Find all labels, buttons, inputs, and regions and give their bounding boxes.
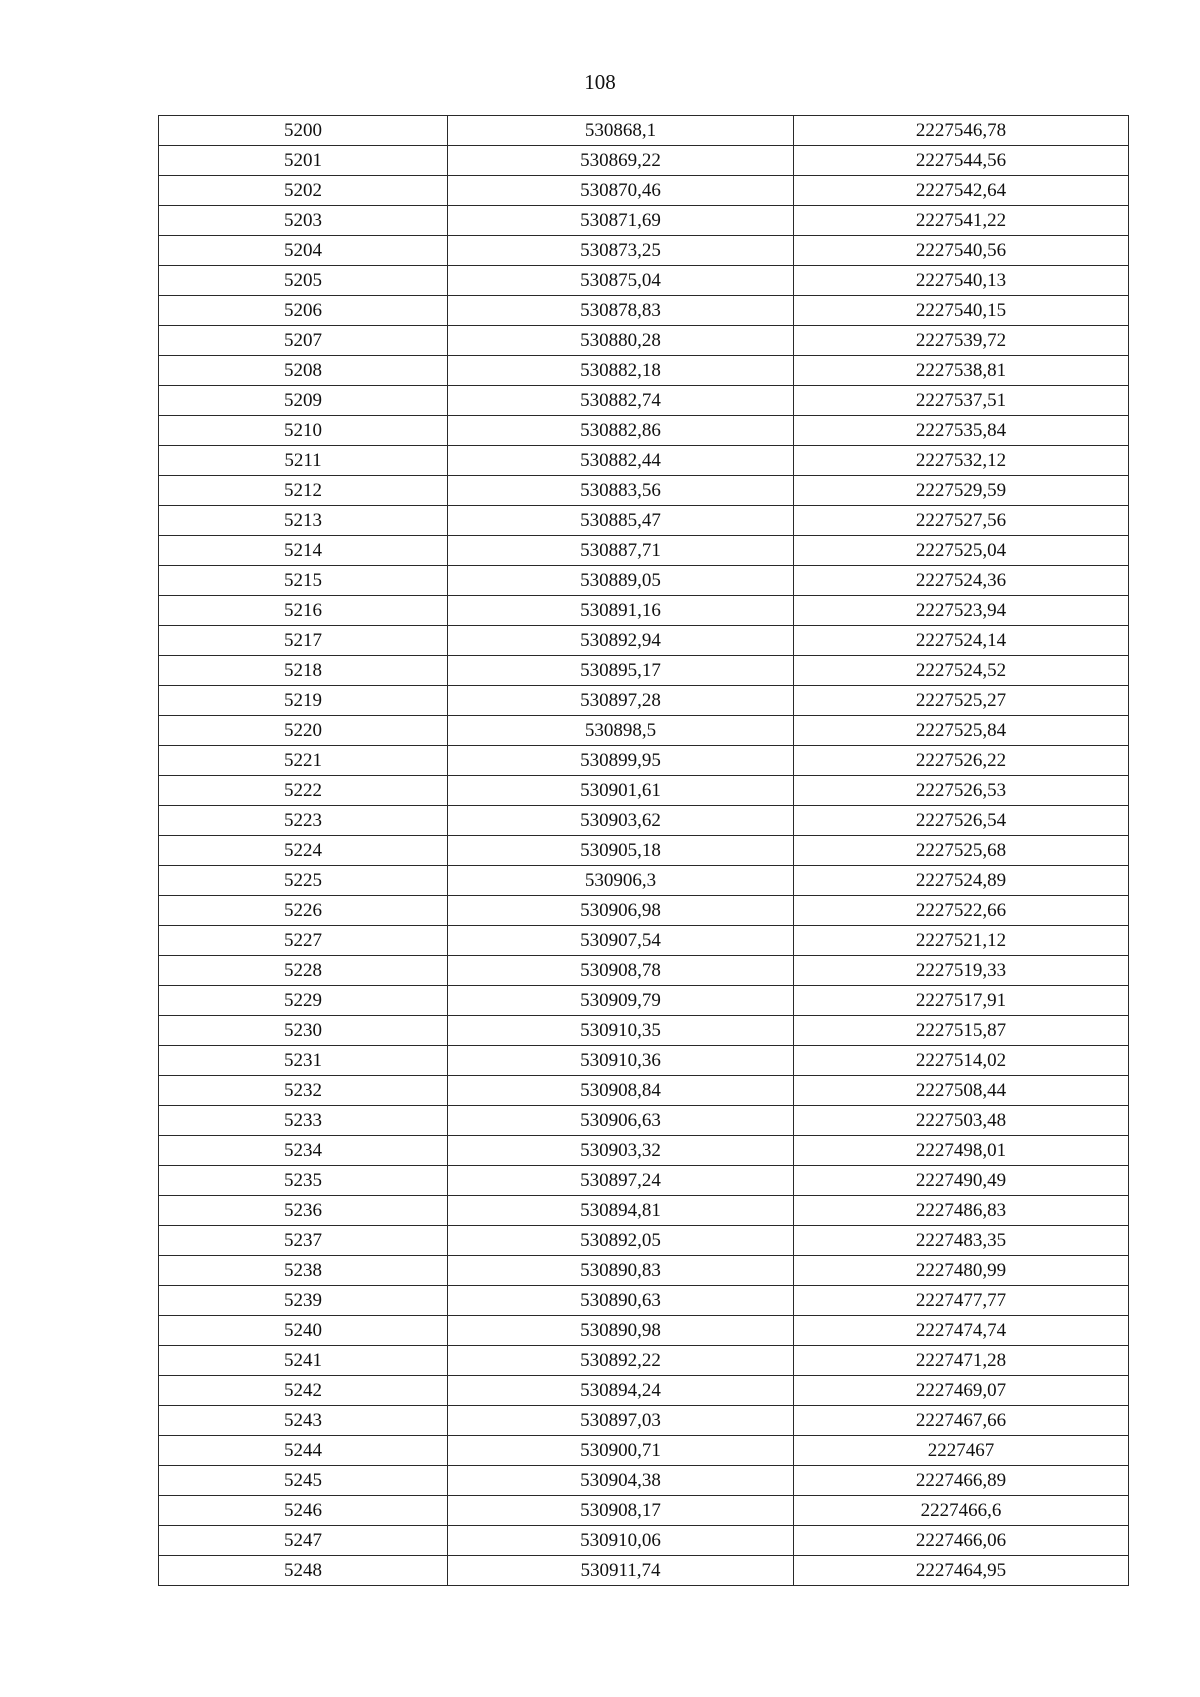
table-row [159, 476, 1129, 506]
x-coordinate-cell: 530882,44 [448, 446, 794, 476]
point-number-cell: 5232 [159, 1076, 448, 1106]
x-coordinate-cell: 530882,74 [448, 386, 794, 416]
point-number-cell: 5227 [159, 926, 448, 956]
y-coordinate-cell: 2227480,99 [794, 1256, 1129, 1286]
table-row [159, 1316, 1129, 1346]
x-coordinate-cell: 530895,17 [448, 656, 794, 686]
point-number-cell: 5200 [159, 116, 448, 146]
x-coordinate-cell: 530883,56 [448, 476, 794, 506]
x-coordinate-cell: 530908,84 [448, 1076, 794, 1106]
x-coordinate-cell: 530901,61 [448, 776, 794, 806]
y-coordinate-cell: 2227521,12 [794, 926, 1129, 956]
y-coordinate-cell: 2227477,77 [794, 1286, 1129, 1316]
x-coordinate-cell: 530898,5 [448, 716, 794, 746]
point-number-cell: 5211 [159, 446, 448, 476]
point-number-cell: 5238 [159, 1256, 448, 1286]
y-coordinate-cell: 2227515,87 [794, 1016, 1129, 1046]
point-number-cell: 5237 [159, 1226, 448, 1256]
x-coordinate-cell: 530892,94 [448, 626, 794, 656]
y-coordinate-cell: 2227540,15 [794, 296, 1129, 326]
y-coordinate-cell: 2227532,12 [794, 446, 1129, 476]
coordinates-table [158, 115, 1129, 1586]
x-coordinate-cell: 530909,79 [448, 986, 794, 1016]
point-number-cell: 5220 [159, 716, 448, 746]
point-number-cell: 5208 [159, 356, 448, 386]
table-row [159, 536, 1129, 566]
table-row [159, 956, 1129, 986]
table-row [159, 626, 1129, 656]
table-row [159, 266, 1129, 296]
table-row [159, 1136, 1129, 1166]
y-coordinate-cell: 2227526,53 [794, 776, 1129, 806]
y-coordinate-cell: 2227503,48 [794, 1106, 1129, 1136]
point-number-cell: 5243 [159, 1406, 448, 1436]
x-coordinate-cell: 530906,98 [448, 896, 794, 926]
table-row [159, 1046, 1129, 1076]
y-coordinate-cell: 2227514,02 [794, 1046, 1129, 1076]
point-number-cell: 5247 [159, 1526, 448, 1556]
x-coordinate-cell: 530873,25 [448, 236, 794, 266]
x-coordinate-cell: 530878,83 [448, 296, 794, 326]
y-coordinate-cell: 2227524,36 [794, 566, 1129, 596]
point-number-cell: 5239 [159, 1286, 448, 1316]
table-row [159, 1166, 1129, 1196]
y-coordinate-cell: 2227537,51 [794, 386, 1129, 416]
point-number-cell: 5201 [159, 146, 448, 176]
point-number-cell: 5231 [159, 1046, 448, 1076]
table-row [159, 926, 1129, 956]
y-coordinate-cell: 2227526,22 [794, 746, 1129, 776]
table-row [159, 1406, 1129, 1436]
point-number-cell: 5235 [159, 1166, 448, 1196]
x-coordinate-cell: 530906,63 [448, 1106, 794, 1136]
point-number-cell: 5223 [159, 806, 448, 836]
point-number-cell: 5229 [159, 986, 448, 1016]
point-number-cell: 5228 [159, 956, 448, 986]
x-coordinate-cell: 530907,54 [448, 926, 794, 956]
table-row [159, 236, 1129, 266]
table-row [159, 296, 1129, 326]
point-number-cell: 5202 [159, 176, 448, 206]
x-coordinate-cell: 530869,22 [448, 146, 794, 176]
table-row [159, 1076, 1129, 1106]
point-number-cell: 5217 [159, 626, 448, 656]
y-coordinate-cell: 2227527,56 [794, 506, 1129, 536]
table-row [159, 116, 1129, 146]
x-coordinate-cell: 530871,69 [448, 206, 794, 236]
x-coordinate-cell: 530905,18 [448, 836, 794, 866]
y-coordinate-cell: 2227466,6 [794, 1496, 1129, 1526]
point-number-cell: 5214 [159, 536, 448, 566]
point-number-cell: 5219 [159, 686, 448, 716]
point-number-cell: 5234 [159, 1136, 448, 1166]
y-coordinate-cell: 2227546,78 [794, 116, 1129, 146]
x-coordinate-cell: 530880,28 [448, 326, 794, 356]
y-coordinate-cell: 2227540,56 [794, 236, 1129, 266]
y-coordinate-cell: 2227525,04 [794, 536, 1129, 566]
x-coordinate-cell: 530900,71 [448, 1436, 794, 1466]
x-coordinate-cell: 530870,46 [448, 176, 794, 206]
table-row [159, 506, 1129, 536]
y-coordinate-cell: 2227526,54 [794, 806, 1129, 836]
x-coordinate-cell: 530897,28 [448, 686, 794, 716]
table-row [159, 1436, 1129, 1466]
table-row [159, 896, 1129, 926]
table-row [159, 1016, 1129, 1046]
table-row [159, 146, 1129, 176]
x-coordinate-cell: 530906,3 [448, 866, 794, 896]
x-coordinate-cell: 530911,74 [448, 1556, 794, 1586]
x-coordinate-cell: 530908,78 [448, 956, 794, 986]
table-row [159, 686, 1129, 716]
x-coordinate-cell: 530890,83 [448, 1256, 794, 1286]
point-number-cell: 5241 [159, 1346, 448, 1376]
y-coordinate-cell: 2227542,64 [794, 176, 1129, 206]
table-row [159, 326, 1129, 356]
x-coordinate-cell: 530882,18 [448, 356, 794, 386]
point-number-cell: 5218 [159, 656, 448, 686]
y-coordinate-cell: 2227524,52 [794, 656, 1129, 686]
point-number-cell: 5203 [159, 206, 448, 236]
point-number-cell: 5209 [159, 386, 448, 416]
y-coordinate-cell: 2227535,84 [794, 416, 1129, 446]
x-coordinate-cell: 530908,17 [448, 1496, 794, 1526]
y-coordinate-cell: 2227524,89 [794, 866, 1129, 896]
point-number-cell: 5210 [159, 416, 448, 446]
point-number-cell: 5246 [159, 1496, 448, 1526]
x-coordinate-cell: 530890,98 [448, 1316, 794, 1346]
y-coordinate-cell: 2227471,28 [794, 1346, 1129, 1376]
x-coordinate-cell: 530892,05 [448, 1226, 794, 1256]
y-coordinate-cell: 2227498,01 [794, 1136, 1129, 1166]
x-coordinate-cell: 530904,38 [448, 1466, 794, 1496]
x-coordinate-cell: 530910,36 [448, 1046, 794, 1076]
point-number-cell: 5224 [159, 836, 448, 866]
y-coordinate-cell: 2227469,07 [794, 1376, 1129, 1406]
table-row [159, 596, 1129, 626]
table-row [159, 1226, 1129, 1256]
y-coordinate-cell: 2227474,74 [794, 1316, 1129, 1346]
table-row [159, 446, 1129, 476]
table-row [159, 356, 1129, 386]
y-coordinate-cell: 2227525,84 [794, 716, 1129, 746]
point-number-cell: 5212 [159, 476, 448, 506]
y-coordinate-cell: 2227467 [794, 1436, 1129, 1466]
point-number-cell: 5226 [159, 896, 448, 926]
point-number-cell: 5233 [159, 1106, 448, 1136]
table-row [159, 566, 1129, 596]
x-coordinate-cell: 530889,05 [448, 566, 794, 596]
table-row [159, 1256, 1129, 1286]
table-row [159, 176, 1129, 206]
point-number-cell: 5221 [159, 746, 448, 776]
x-coordinate-cell: 530897,03 [448, 1406, 794, 1436]
table-row [159, 836, 1129, 866]
table-row [159, 716, 1129, 746]
point-number-cell: 5230 [159, 1016, 448, 1046]
y-coordinate-cell: 2227538,81 [794, 356, 1129, 386]
point-number-cell: 5215 [159, 566, 448, 596]
table-row [159, 746, 1129, 776]
coordinates-table-body [159, 116, 1129, 1586]
y-coordinate-cell: 2227524,14 [794, 626, 1129, 656]
y-coordinate-cell: 2227541,22 [794, 206, 1129, 236]
y-coordinate-cell: 2227486,83 [794, 1196, 1129, 1226]
x-coordinate-cell: 530897,24 [448, 1166, 794, 1196]
x-coordinate-cell: 530903,62 [448, 806, 794, 836]
table-row [159, 866, 1129, 896]
point-number-cell: 5245 [159, 1466, 448, 1496]
y-coordinate-cell: 2227539,72 [794, 326, 1129, 356]
table-row [159, 776, 1129, 806]
table-row [159, 206, 1129, 236]
point-number-cell: 5248 [159, 1556, 448, 1586]
table-row [159, 656, 1129, 686]
table-row [159, 986, 1129, 1016]
point-number-cell: 5205 [159, 266, 448, 296]
table-row [159, 1376, 1129, 1406]
x-coordinate-cell: 530875,04 [448, 266, 794, 296]
table-row [159, 1196, 1129, 1226]
x-coordinate-cell: 530910,35 [448, 1016, 794, 1046]
y-coordinate-cell: 2227525,68 [794, 836, 1129, 866]
y-coordinate-cell: 2227508,44 [794, 1076, 1129, 1106]
point-number-cell: 5206 [159, 296, 448, 326]
table-row [159, 1556, 1129, 1586]
x-coordinate-cell: 530882,86 [448, 416, 794, 446]
table-row [159, 1526, 1129, 1556]
x-coordinate-cell: 530894,81 [448, 1196, 794, 1226]
y-coordinate-cell: 2227523,94 [794, 596, 1129, 626]
point-number-cell: 5242 [159, 1376, 448, 1406]
x-coordinate-cell: 530899,95 [448, 746, 794, 776]
table-row [159, 1106, 1129, 1136]
table-row [159, 1346, 1129, 1376]
point-number-cell: 5222 [159, 776, 448, 806]
y-coordinate-cell: 2227490,49 [794, 1166, 1129, 1196]
x-coordinate-cell: 530890,63 [448, 1286, 794, 1316]
y-coordinate-cell: 2227540,13 [794, 266, 1129, 296]
x-coordinate-cell: 530894,24 [448, 1376, 794, 1406]
table-row [159, 386, 1129, 416]
point-number-cell: 5207 [159, 326, 448, 356]
y-coordinate-cell: 2227467,66 [794, 1406, 1129, 1436]
y-coordinate-cell: 2227525,27 [794, 686, 1129, 716]
y-coordinate-cell: 2227522,66 [794, 896, 1129, 926]
table-row [159, 1466, 1129, 1496]
point-number-cell: 5216 [159, 596, 448, 626]
table-row [159, 1286, 1129, 1316]
table-row [159, 1496, 1129, 1526]
point-number-cell: 5204 [159, 236, 448, 266]
x-coordinate-cell: 530903,32 [448, 1136, 794, 1166]
x-coordinate-cell: 530887,71 [448, 536, 794, 566]
point-number-cell: 5213 [159, 506, 448, 536]
y-coordinate-cell: 2227466,89 [794, 1466, 1129, 1496]
x-coordinate-cell: 530892,22 [448, 1346, 794, 1376]
point-number-cell: 5240 [159, 1316, 448, 1346]
y-coordinate-cell: 2227464,95 [794, 1556, 1129, 1586]
point-number-cell: 5244 [159, 1436, 448, 1466]
y-coordinate-cell: 2227529,59 [794, 476, 1129, 506]
x-coordinate-cell: 530891,16 [448, 596, 794, 626]
y-coordinate-cell: 2227517,91 [794, 986, 1129, 1016]
x-coordinate-cell: 530868,1 [448, 116, 794, 146]
y-coordinate-cell: 2227483,35 [794, 1226, 1129, 1256]
x-coordinate-cell: 530910,06 [448, 1526, 794, 1556]
y-coordinate-cell: 2227519,33 [794, 956, 1129, 986]
point-number-cell: 5236 [159, 1196, 448, 1226]
table-row [159, 416, 1129, 446]
x-coordinate-cell: 530885,47 [448, 506, 794, 536]
table-row [159, 806, 1129, 836]
page-number: 108 [584, 70, 616, 94]
y-coordinate-cell: 2227466,06 [794, 1526, 1129, 1556]
point-number-cell: 5225 [159, 866, 448, 896]
y-coordinate-cell: 2227544,56 [794, 146, 1129, 176]
